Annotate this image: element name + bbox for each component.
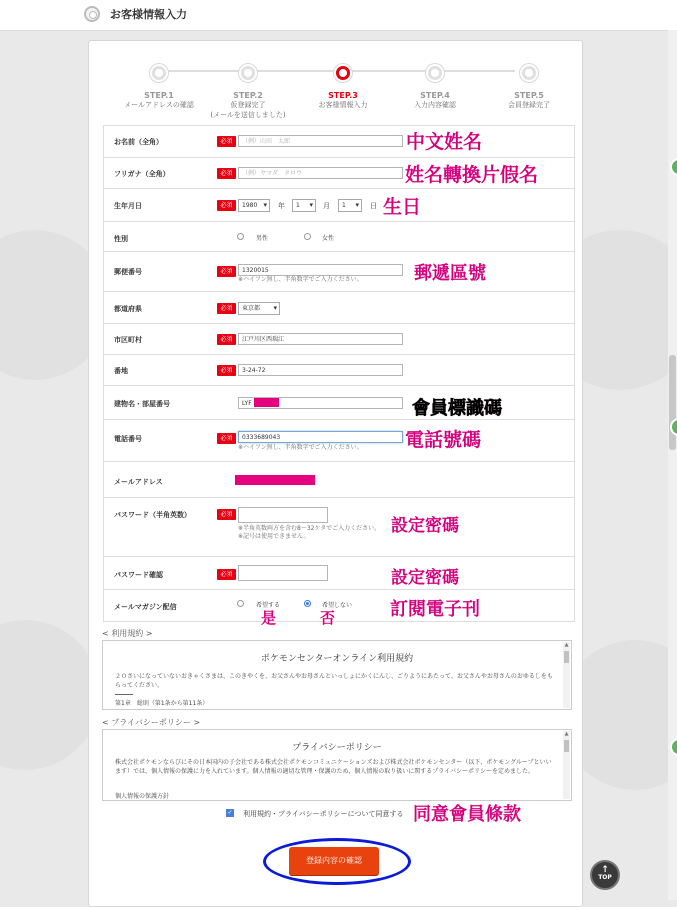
annotation-kana: 姓名轉換片假名: [405, 164, 539, 186]
required-badge: 必須: [217, 266, 236, 277]
step-desc: お客様情報入力: [318, 101, 368, 109]
step-dot-icon: [426, 64, 444, 82]
terms-body: ２０さいになっていないおきゃくさまは、このきやくを、お父さんやお母さんといっしょにかくにんし、ごりようにあたって、お父さんやお母さんのおゆるしをもらってください。: [115, 673, 553, 689]
form-row-prefecture: [104, 291, 574, 324]
prefecture-select[interactable]: 東京都 ▾: [238, 302, 280, 315]
phone-input[interactable]: 0333689043: [238, 431, 403, 443]
password-confirm-input[interactable]: [238, 565, 328, 581]
required-badge: 必須: [217, 365, 236, 376]
annotation-phone: 電話號碼: [405, 429, 482, 451]
field-label: パスワード確認: [114, 571, 163, 579]
zip-note: ※ハイフン無し、半角数字でご入力ください。: [238, 276, 363, 283]
field-label: パスワード（半角英数）: [114, 511, 191, 519]
form-row-magazine: [104, 589, 574, 622]
annotation-birth: 生日: [383, 196, 422, 218]
address-input[interactable]: 3-24-72: [238, 364, 403, 376]
step-desc: 会員登録完了: [508, 101, 550, 109]
field-label: 郵便番号: [114, 268, 142, 276]
birth-day-select[interactable]: 1 ▾: [338, 199, 362, 212]
annotation-zip: 郵遞區號: [414, 263, 486, 284]
step-5: [474, 64, 584, 110]
city-input[interactable]: 江戸川区西瑞江: [238, 333, 403, 345]
pokeball-logo-icon: [84, 6, 100, 22]
terms-title: ポケモンセンターオンライン利用規約: [260, 654, 414, 664]
privacy-scrollbar[interactable]: [563, 731, 570, 799]
magazine-no-label: 希望しない: [322, 602, 353, 609]
form-row-city: [104, 323, 574, 355]
scroll-up-icon[interactable]: ▲: [564, 642, 569, 648]
terms-section-label: < 利用規約 >: [102, 629, 153, 638]
annotation-member-id: 會員標識碼: [412, 398, 502, 419]
field-label: 生年月日: [114, 202, 142, 210]
field-label: 市区町村: [114, 336, 142, 344]
required-badge: 必須: [217, 136, 236, 147]
annotation-password: 設定密碼: [391, 516, 459, 536]
redaction-box: [235, 475, 315, 485]
scrollbar-thumb[interactable]: [564, 651, 569, 663]
building-input[interactable]: LYF: [238, 397, 403, 409]
required-badge: 必須: [217, 168, 236, 179]
step-name: STEP.2: [233, 91, 263, 100]
password-note: ※半角英数両方を含む8～32ケタでご入力ください。: [238, 525, 381, 532]
step-dot-icon: [150, 64, 168, 82]
highlight-oval: [263, 838, 411, 885]
confirm-button[interactable]: 登録内容の確認: [289, 847, 379, 875]
password-note: ※記号は使用できません。: [238, 533, 310, 540]
terms-subtitle: 第1章 総則（第1条から第11条）: [115, 700, 209, 707]
year-unit: 年: [278, 202, 285, 210]
annotation-yes: 是: [261, 609, 277, 627]
gender-female-label: 女性: [322, 235, 335, 242]
annotation-agree: 同意會員條款: [413, 804, 521, 825]
field-label: 番地: [114, 367, 128, 375]
magazine-yes-label: 希望する: [256, 602, 281, 609]
header-bar: [0, 0, 677, 31]
gender-male-label: 男性: [256, 235, 269, 242]
terms-box[interactable]: [102, 640, 572, 710]
birth-year-select[interactable]: 1980 ▾: [238, 199, 270, 212]
birth-month-select[interactable]: 1 ▾: [292, 199, 316, 212]
form-row-email: [104, 461, 574, 498]
name-input[interactable]: （例）山田 太郎: [238, 135, 403, 147]
scrollbar-thumb[interactable]: [669, 355, 676, 450]
privacy-title: プライバシーポリシー: [292, 743, 382, 753]
agree-label: 利用規約・プライバシーポリシーについて同意する: [243, 810, 404, 818]
privacy-box[interactable]: [102, 729, 572, 801]
day-unit: 日: [370, 202, 377, 210]
kana-input[interactable]: （例）ヤマダ タロウ: [238, 167, 403, 179]
field-label: 都道府県: [114, 305, 142, 313]
form-row-address: [104, 354, 574, 386]
required-badge: 必須: [217, 334, 236, 345]
gender-female-radio[interactable]: [304, 233, 311, 240]
arrow-up-icon: ↑: [601, 865, 609, 875]
privacy-subtitle: 個人情報の保護方針: [115, 793, 170, 800]
field-label: メールアドレス: [114, 478, 163, 486]
password-input[interactable]: [238, 507, 328, 523]
form-row-birthdate: [104, 188, 574, 222]
step-name: STEP.3: [328, 91, 358, 100]
step-desc: 仮登録完了: [230, 101, 266, 109]
required-badge: 必須: [217, 433, 236, 444]
privacy-section-label: < プライバシーポリシー >: [102, 718, 201, 727]
registration-form: [103, 125, 575, 622]
form-row-phone: [104, 419, 574, 462]
form-row-zip: [104, 251, 574, 292]
annotation-password-confirm: 設定密碼: [391, 568, 459, 588]
field-label: 建物名・部屋番号: [114, 400, 170, 408]
gender-male-radio[interactable]: [237, 233, 244, 240]
agree-checkbox[interactable]: ✓: [227, 809, 233, 816]
terms-divider-line: [115, 694, 133, 695]
privacy-body: 株式会社ポケモンならびにその日本国内の子会社である株式会社ポケモンコミュニケーションズおよび株式会社ポケモンセンター（以下、ポケモングループといいます）では、個人情報の保護に力を入れています。個人情報の適切な管理・保護のため、個人情報の取り扱いに関するプライバシーポリシーを定めました。: [115, 759, 552, 775]
field-label: 性別: [114, 235, 128, 243]
field-label: お名前（全角）: [114, 138, 163, 146]
scroll-up-icon[interactable]: ▲: [564, 731, 569, 737]
required-badge: 必須: [217, 569, 236, 580]
top-label: TOP: [598, 874, 612, 881]
required-badge: 必須: [217, 509, 236, 520]
step-desc: 入力内容確認: [414, 101, 456, 109]
step-name: STEP.1: [144, 91, 174, 100]
back-to-top-button[interactable]: [590, 860, 620, 890]
step-dot-icon: [239, 64, 257, 82]
scrollbar-thumb[interactable]: [564, 740, 569, 752]
field-label: メールマガジン配信: [114, 603, 177, 611]
magazine-yes-radio[interactable]: [237, 600, 244, 607]
phone-note: ※ハイフン無し、半角数字でご入力ください。: [238, 444, 363, 451]
form-row-name: [104, 126, 574, 157]
redaction-box: [254, 398, 279, 407]
magazine-no-radio[interactable]: [304, 600, 311, 607]
zip-input[interactable]: 1320015: [238, 264, 403, 276]
annotation-name: 中文姓名: [406, 131, 483, 153]
form-row-password-confirm: [104, 556, 574, 590]
field-label: フリガナ（全角）: [114, 170, 170, 178]
step-2: [193, 64, 303, 120]
field-label: 電話番号: [114, 435, 142, 443]
step-desc: (メールを送信しました): [210, 111, 286, 119]
annotation-no: 否: [320, 609, 336, 627]
step-desc: メールアドレスの確認: [124, 101, 194, 109]
step-dot-icon: [334, 64, 352, 82]
step-dot-icon: [520, 64, 538, 82]
bg-decoration: [0, 620, 100, 770]
annotation-magazine: 訂閱電子刊: [390, 599, 480, 620]
form-row-password: [104, 497, 574, 557]
required-badge: 必須: [217, 200, 236, 211]
form-row-building: [104, 385, 574, 420]
terms-scrollbar[interactable]: [563, 642, 570, 708]
required-badge: 必須: [217, 303, 236, 314]
step-name: STEP.4: [420, 91, 450, 100]
month-unit: 月: [323, 202, 330, 210]
form-row-gender: [104, 221, 574, 252]
step-name: STEP.5: [514, 91, 544, 100]
page-title: お客様情報入力: [110, 8, 187, 21]
